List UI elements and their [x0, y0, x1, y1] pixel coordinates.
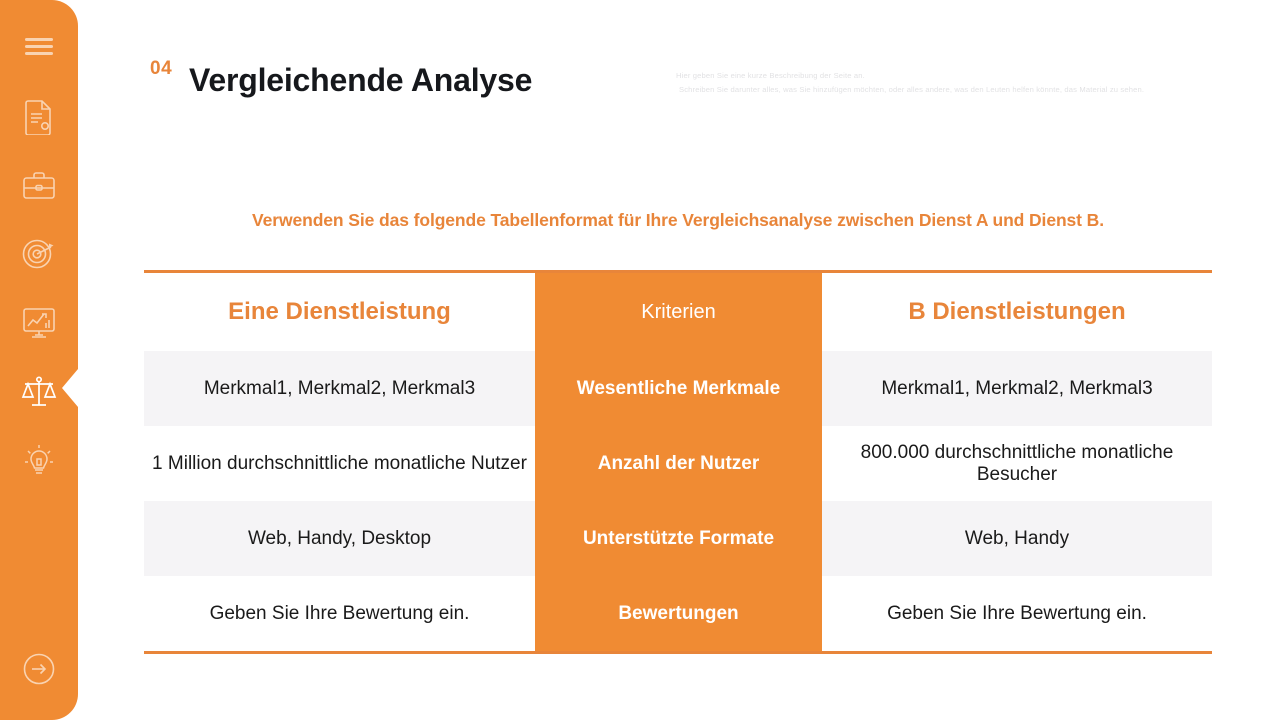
sidebar	[0, 0, 78, 720]
sidebar-item-briefcase[interactable]	[0, 163, 78, 209]
table-cell-service-b: Merkmal1, Merkmal2, Merkmal3	[822, 351, 1212, 426]
table-row	[144, 426, 1212, 501]
table-header-service-a: Eine Dienstleistung	[144, 273, 535, 351]
table-cell-service-b: Geben Sie Ihre Bewertung ein.	[822, 576, 1212, 651]
table-header-service-b: B Dienstleistungen	[822, 273, 1212, 351]
sidebar-item-analytics[interactable]	[0, 300, 78, 346]
table-row	[144, 351, 1212, 426]
table-cell-criteria: Anzahl der Nutzer	[535, 426, 822, 501]
hamburger-menu-icon	[24, 36, 54, 58]
table-cell-service-b: 800.000 durchschnittliche monatliche Besucher	[822, 426, 1212, 501]
table-cell-service-b: Web, Handy	[822, 501, 1212, 576]
chart-monitor-icon	[21, 307, 57, 339]
sidebar-item-menu[interactable]	[0, 24, 78, 70]
table-row	[144, 576, 1212, 651]
table-cell-service-a: 1 Million durchschnittliche monatliche Nutzer	[144, 426, 535, 501]
arrow-right-circle-icon	[22, 652, 56, 686]
lightbulb-icon	[22, 443, 56, 479]
page-number: 04	[150, 58, 173, 79]
table-cell-service-a: Merkmal1, Merkmal2, Merkmal3	[144, 351, 535, 426]
table-header-criteria: Kriterien	[535, 273, 822, 351]
table-cell-service-a: Geben Sie Ihre Bewertung ein.	[144, 576, 535, 651]
table-cell-criteria: Unterstützte Formate	[535, 501, 822, 576]
sidebar-item-next[interactable]	[0, 646, 78, 692]
scales-balance-icon	[20, 375, 58, 411]
page-description-line-2: Schreiben Sie darunter alles, was Sie hinzufügen möchten, oder alles andere, was den Leuten helfen könnte, das Material zu sehen.	[679, 85, 1145, 94]
sidebar-item-target[interactable]	[0, 231, 78, 277]
page-description-line-1: Hier geben Sie eine kurze Beschreibung der Seite an.	[676, 71, 865, 80]
sidebar-active-indicator	[62, 369, 78, 407]
sidebar-item-document[interactable]	[0, 94, 78, 140]
target-dartboard-icon	[21, 238, 57, 270]
table-row	[144, 501, 1212, 576]
document-icon	[24, 99, 54, 135]
comparison-table	[144, 270, 1212, 654]
table-header-row	[144, 273, 1212, 351]
page-description	[676, 69, 1188, 97]
briefcase-icon	[22, 171, 56, 201]
table-cell-criteria: Bewertungen	[535, 576, 822, 651]
table-cell-service-a: Web, Handy, Desktop	[144, 501, 535, 576]
page-title: Vergleichende Analyse	[189, 62, 533, 98]
sidebar-item-ideas[interactable]	[0, 438, 78, 484]
instruction-headline: Verwenden Sie das folgende Tabellenformat für Ihre Vergleichsanalyse zwischen Dienst A und Dienst B.	[252, 210, 1104, 230]
table-cell-criteria: Wesentliche Merkmale	[535, 351, 822, 426]
